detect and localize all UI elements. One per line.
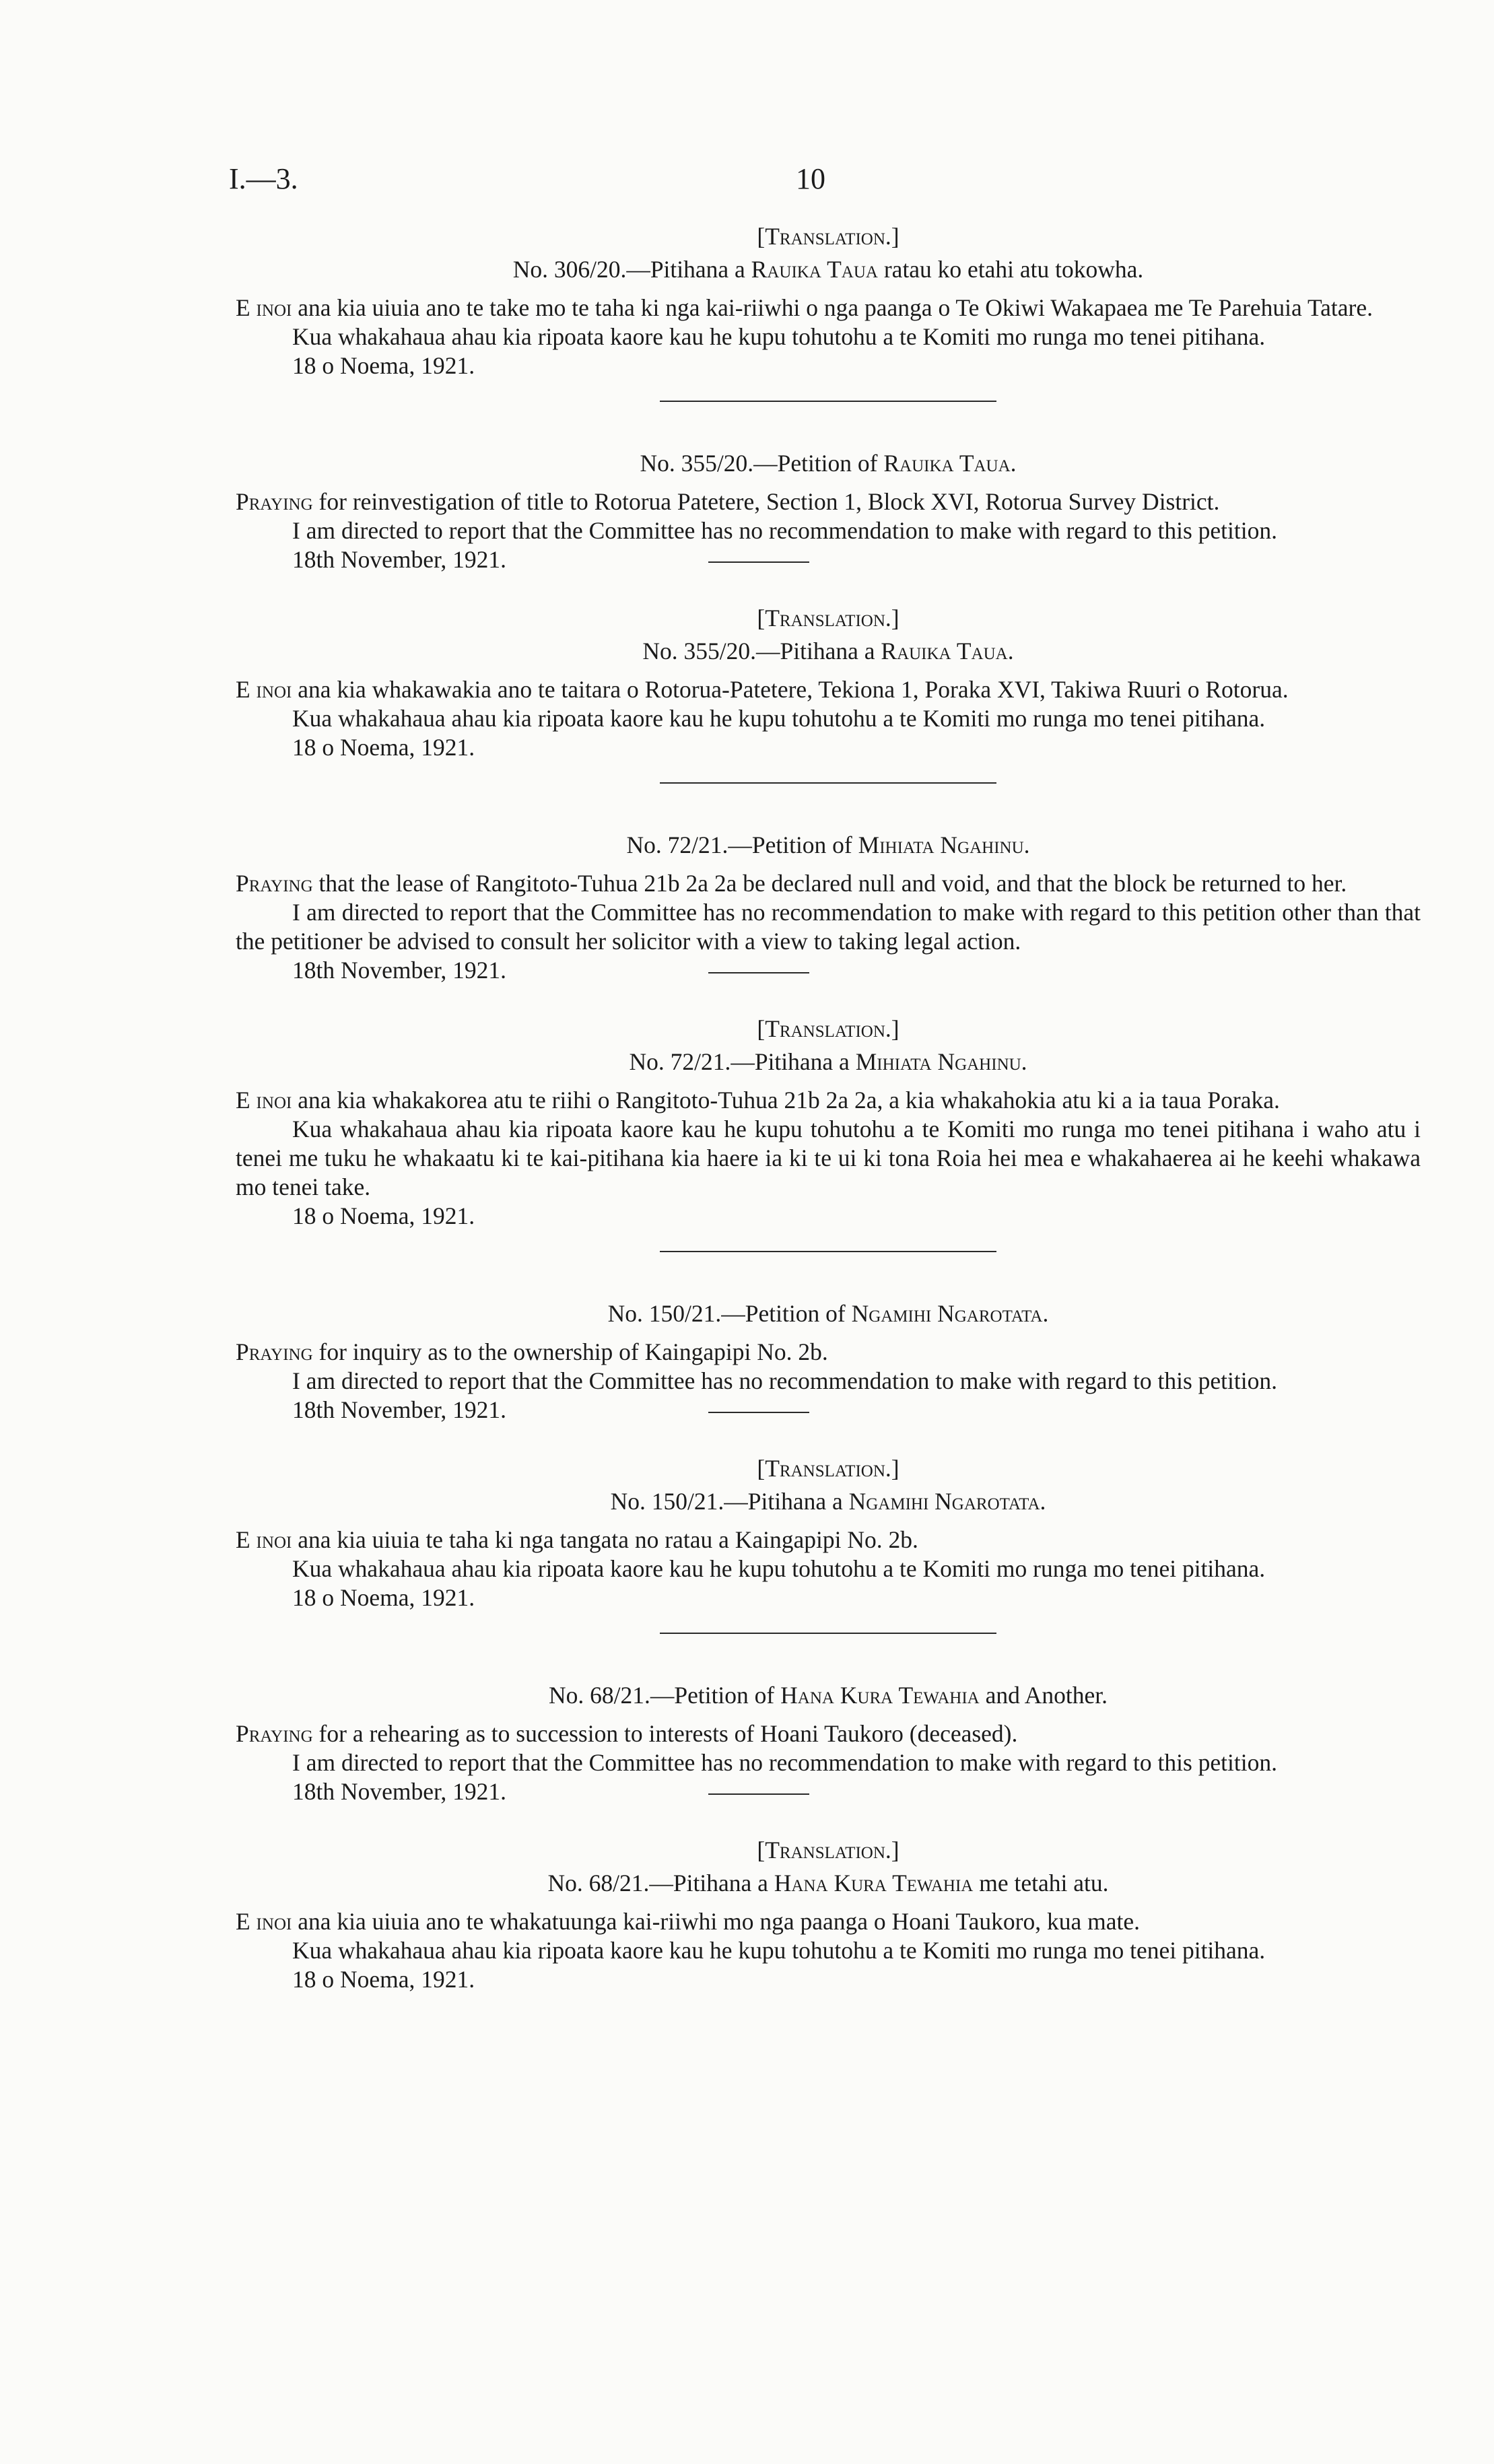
report-date: 18th November, 1921. — [292, 546, 507, 573]
petition-prayer: Praying for inquiry as to the ownership of Kaingapipi No. 2b. — [236, 1338, 828, 1365]
report-date: 18th November, 1921. — [292, 957, 507, 984]
report-date: 18 o Noema, 1921. — [292, 1966, 475, 1993]
prayer-lead: E inoi — [236, 1908, 292, 1935]
petition-prayer: E inoi ana kia whakakorea atu te riihi o Rangitoto-Tuhua 21b 2a 2a, a kia whakahokia atu ki a ia taua Poraka. — [236, 1087, 1280, 1114]
short-divider — [708, 1793, 809, 1795]
petitioner-name: Rauika Taua — [881, 638, 1008, 664]
petition-prayer: E inoi ana kia uiuia ano te take mo te taha ki nga kai-riiwhi o nga paanga o Te Okiwi Wakapaea me Te Parehuia Tatare. — [236, 294, 1373, 321]
committee-report: I am directed to report that the Committee has no recommendation to make with regard to this petition. — [292, 1749, 1277, 1776]
section-divider — [660, 1633, 996, 1634]
petition-title: No. 68/21.—Pitihana a Hana Kura Tewahia me tetahi atu. — [547, 1870, 1109, 1896]
petitioner-name: Ngamihi Ngarotata — [851, 1300, 1043, 1327]
petition-title: No. 68/21.—Petition of Hana Kura Tewahia and Another. — [548, 1682, 1108, 1709]
committee-report: Kua whakahaua ahau kia ripoata kaore kau he kupu tohutohu a te Komiti mo runga mo tenei pitihana. — [292, 1555, 1266, 1582]
committee-report: Kua whakahaua ahau kia ripoata kaore kau he kupu tohutohu a te Komiti mo runga mo tenei pitihana i waho atu i tenei me tuku he whakaatu ki te kai-pitihana kia haere ia ki te ui ki tona Roia hei mea e whakahaerea ai he keehi whakawa mo tenei take. — [236, 1116, 1421, 1200]
petitioner-name: Mihiata Ngahinu — [855, 1048, 1021, 1075]
prayer-lead: Praying — [236, 1720, 313, 1747]
section-divider — [660, 401, 996, 402]
petition-translation-68-21 — [236, 1836, 1421, 1994]
section-divider — [660, 1251, 996, 1252]
prayer-lead: E inoi — [236, 1087, 292, 1114]
petition-title: No. 150/21.—Petition of Ngamihi Ngarotata. — [607, 1300, 1049, 1327]
translation-heading: [Translation.] — [757, 1455, 899, 1482]
petition-prayer: E inoi ana kia uiuia ano te whakatuunga kai-riiwhi mo nga paanga o Hoani Taukoro, kua mate. — [236, 1908, 1140, 1935]
short-divider — [708, 1412, 809, 1413]
committee-report: I am directed to report that the Committee has no recommendation to make with regard to this petition other than that the petitioner be advised to consult her solicitor with a view to taking legal action. — [236, 899, 1421, 955]
short-divider — [708, 972, 809, 973]
petition-150-21 — [236, 1299, 1421, 1454]
petition-translation-306-20 — [236, 222, 1421, 402]
petition-68-21 — [236, 1681, 1421, 1836]
petitioner-name: Hana Kura Tewahia — [780, 1682, 980, 1709]
report-date: 18 o Noema, 1921. — [292, 734, 475, 761]
page-number: 10 — [796, 162, 825, 195]
petition-title: No. 72/21.—Pitihana a Mihiata Ngahinu. — [629, 1048, 1027, 1075]
committee-report: Kua whakahaua ahau kia ripoata kaore kau he kupu tohutohu a te Komiti mo runga mo tenei pitihana. — [292, 1937, 1266, 1964]
report-date-row — [236, 1396, 1421, 1425]
petition-prayer: E inoi ana kia whakawakia ano te taitara o Rotorua-Patetere, Tekiona 1, Poraka XVI, Takiwa Ruuri o Rotorua. — [236, 676, 1289, 703]
petition-title: No. 72/21.—Petition of Mihiata Ngahinu. — [626, 831, 1030, 858]
page-content — [236, 222, 1421, 1994]
petition-prayer: E inoi ana kia uiuia te taha ki nga tangata no ratau a Kaingapipi No. 2b. — [236, 1526, 918, 1553]
section-divider — [660, 782, 996, 784]
petition-translation-150-21 — [236, 1454, 1421, 1634]
petition-prayer: Praying for a rehearing as to succession to interests of Hoani Taukoro (deceased). — [236, 1720, 1018, 1747]
petitioner-name: Hana Kura Tewahia — [774, 1870, 974, 1896]
prayer-lead: Praying — [236, 488, 313, 515]
report-date: 18 o Noema, 1921. — [292, 1584, 475, 1611]
prayer-lead: E inoi — [236, 1526, 292, 1553]
translation-heading: [Translation.] — [757, 1837, 899, 1863]
report-date-row — [236, 1777, 1421, 1806]
prayer-lead: Praying — [236, 870, 313, 897]
petition-title: No. 306/20.—Pitihana a Rauika Taua ratau ko etahi atu tokowha. — [512, 256, 1144, 283]
document-reference: I.—3. — [229, 162, 298, 195]
report-date: 18 o Noema, 1921. — [292, 1202, 475, 1229]
report-date-row — [236, 956, 1421, 985]
short-divider — [708, 561, 809, 563]
petitioner-name: Mihiata Ngahinu — [858, 831, 1024, 858]
report-date: 18 o Noema, 1921. — [292, 352, 475, 379]
prayer-lead: E inoi — [236, 676, 292, 703]
committee-report: I am directed to report that the Committee has no recommendation to make with regard to this petition. — [292, 1367, 1277, 1394]
petition-title: No. 355/20.—Petition of Rauika Taua. — [640, 450, 1017, 477]
translation-heading: [Translation.] — [757, 605, 899, 631]
prayer-lead: E inoi — [236, 294, 292, 321]
petitioner-name: Ngamihi Ngarotata — [848, 1488, 1040, 1515]
petition-title: No. 355/20.—Pitihana a Rauika Taua. — [642, 638, 1014, 664]
prayer-lead: Praying — [236, 1338, 313, 1365]
committee-report: Kua whakahaua ahau kia ripoata kaore kau he kupu tohutohu a te Komiti mo runga mo tenei pitihana. — [292, 705, 1266, 732]
report-date: 18th November, 1921. — [292, 1396, 507, 1423]
petition-translation-355-20 — [236, 604, 1421, 784]
petitioner-name: Rauika Taua — [883, 450, 1011, 477]
petition-title: No. 150/21.—Pitihana a Ngamihi Ngarotata. — [610, 1488, 1046, 1515]
petition-72-21 — [236, 831, 1421, 1015]
committee-report: Kua whakahaua ahau kia ripoata kaore kau he kupu tohutohu a te Komiti mo runga mo tenei pitihana. — [292, 323, 1266, 350]
report-date: 18th November, 1921. — [292, 1778, 507, 1805]
translation-heading: [Translation.] — [757, 223, 899, 250]
petition-355-20 — [236, 449, 1421, 604]
committee-report: I am directed to report that the Committee has no recommendation to make with regard to this petition. — [292, 517, 1277, 544]
translation-heading: [Translation.] — [757, 1015, 899, 1042]
petition-prayer: Praying that the lease of Rangitoto-Tuhua 21b 2a 2a be declared null and void, and that the block be returned to her. — [236, 870, 1347, 897]
petition-translation-72-21 — [236, 1015, 1421, 1252]
petitioner-name: Rauika Taua — [751, 256, 878, 283]
petition-prayer: Praying for reinvestigation of title to Rotorua Patetere, Section 1, Block XVI, Rotorua Survey District. — [236, 488, 1220, 515]
report-date-row — [236, 545, 1421, 574]
